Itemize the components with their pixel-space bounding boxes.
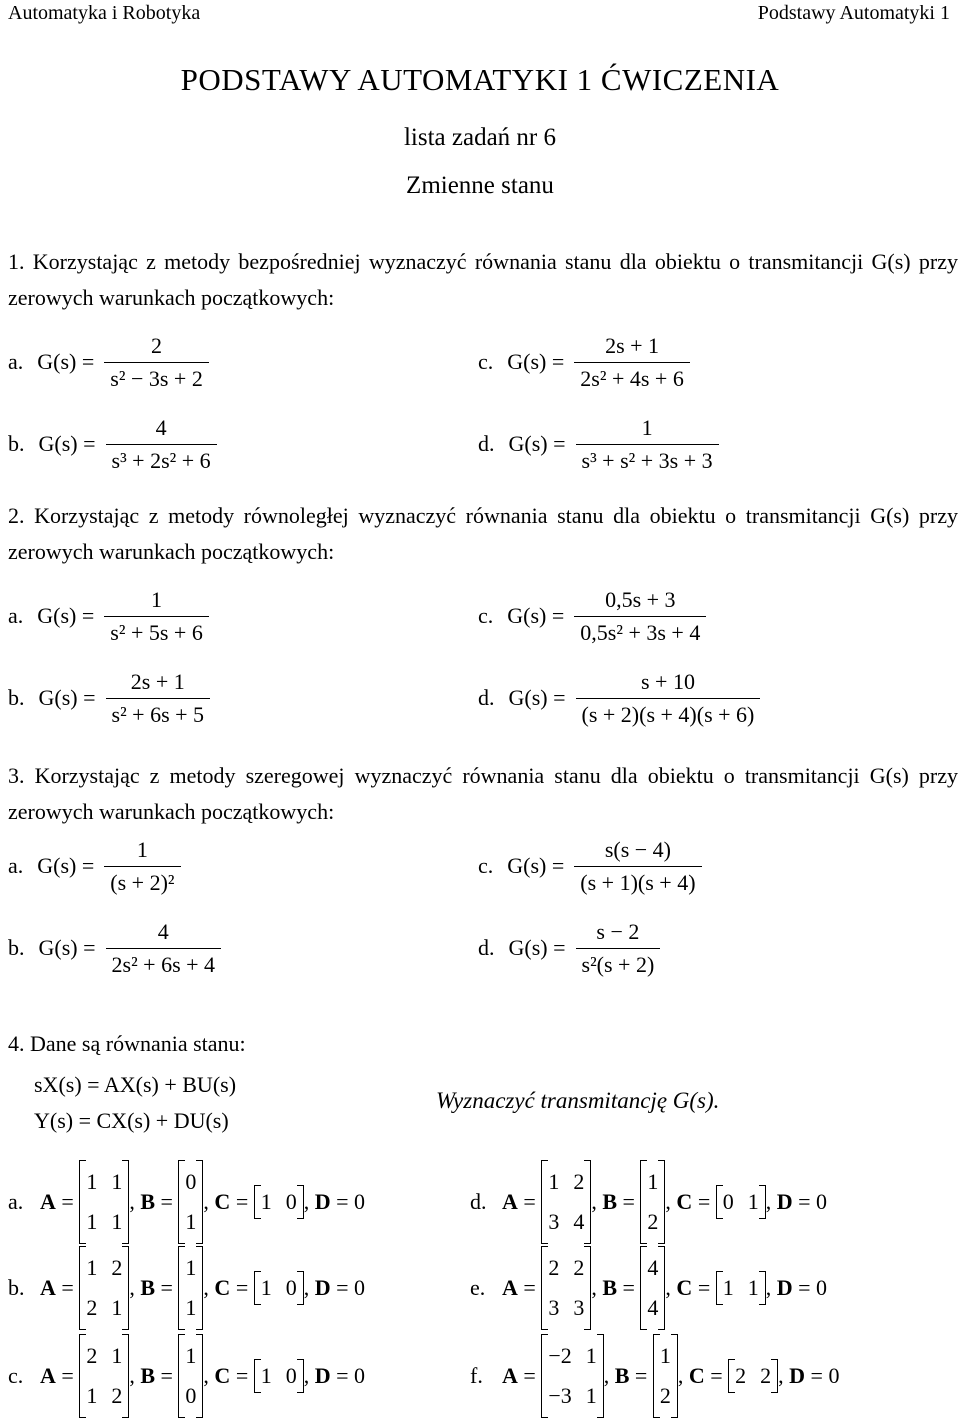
c1: 1 <box>722 1275 734 1300</box>
fraction <box>574 837 701 896</box>
fraction <box>106 669 211 728</box>
equation-1-d <box>478 404 719 484</box>
equation-2-b <box>8 658 210 738</box>
matrix-b <box>178 1160 203 1244</box>
a11: 2 <box>548 1255 560 1280</box>
b2: 1 <box>185 1295 197 1320</box>
a12: 1 <box>111 1169 123 1194</box>
a12: 1 <box>585 1343 597 1368</box>
denominator: s² − 3s + 2 <box>104 362 209 392</box>
b1: 1 <box>647 1169 659 1194</box>
denominator: s³ + 2s² + 6 <box>106 444 217 474</box>
c1: 1 <box>260 1189 272 1214</box>
numerator: 1 <box>641 414 653 440</box>
equation-3-a <box>8 826 181 906</box>
numerator: 2 <box>151 332 163 358</box>
a21: 1 <box>86 1383 98 1408</box>
equation-lhs: G(s) = <box>37 349 95 374</box>
b2: 2 <box>659 1383 671 1408</box>
matrix-case-e: e. A = 2 2 3 3 , B = 4 4 , C = 1 1 , D = 0 <box>470 1246 827 1330</box>
equation-label: a. <box>8 853 24 878</box>
a21: −3 <box>548 1383 572 1408</box>
case-label: a. <box>8 1189 24 1214</box>
matrix-c <box>254 1359 304 1393</box>
page-topic: Zmienne stanu <box>406 172 554 199</box>
equation-2-c <box>478 576 706 656</box>
denominator: 2s² + 6s + 4 <box>106 948 222 978</box>
numerator: 4 <box>157 918 169 944</box>
equation-lhs: G(s) = <box>507 603 565 628</box>
a12: 1 <box>111 1343 123 1368</box>
matrix-b <box>653 1334 678 1418</box>
equation-lhs: G(s) = <box>507 349 565 374</box>
a21: 2 <box>86 1295 98 1320</box>
equation-3-b <box>8 908 221 988</box>
c2: 1 <box>747 1275 759 1300</box>
fraction <box>574 587 706 646</box>
fraction <box>574 333 690 392</box>
numerator: 2s + 1 <box>605 332 660 358</box>
task-3-text: 3. Korzystając z metody szeregowej wyznaczyć równania stanu dla obiektu o transmitancji G(s) przy zerowych warunkach początkowych: <box>8 763 958 824</box>
equation-3-c <box>478 826 702 906</box>
c2: 1 <box>747 1189 759 1214</box>
equation-label: d. <box>478 431 495 456</box>
a21: 1 <box>86 1209 98 1234</box>
fraction <box>576 415 719 474</box>
denominator: s² + 6s + 5 <box>106 698 211 728</box>
equation-label: c. <box>478 349 494 374</box>
b2: 0 <box>185 1383 197 1408</box>
matrix-a <box>79 1334 129 1418</box>
matrix-c <box>728 1359 778 1393</box>
case-label: c. <box>8 1363 24 1388</box>
numerator: s − 2 <box>596 918 640 944</box>
b1: 0 <box>185 1169 197 1194</box>
a21: 3 <box>548 1209 560 1234</box>
matrix-b <box>178 1246 203 1330</box>
case-label: e. <box>470 1275 486 1300</box>
denominator: (s + 2)(s + 4)(s + 6) <box>576 698 761 728</box>
matrix-c <box>254 1271 304 1305</box>
equation-lhs: G(s) = <box>507 853 565 878</box>
equation-label: c. <box>478 603 494 628</box>
c1: 1 <box>260 1275 272 1300</box>
equation-1-a <box>8 322 209 402</box>
case-label: d. <box>470 1189 487 1214</box>
fraction <box>106 415 217 474</box>
header-right: Podstawy Automatyki 1 <box>757 2 950 24</box>
c2: 0 <box>285 1189 297 1214</box>
fraction <box>104 333 209 392</box>
denominator: s²(s + 2) <box>576 948 661 978</box>
numerator: 1 <box>151 586 163 612</box>
matrix-c <box>716 1271 766 1305</box>
page-title: PODSTAWY AUTOMATYKI 1 ĆWICZENIA <box>180 62 780 97</box>
a11: 1 <box>86 1169 98 1194</box>
equation-1-b <box>8 404 217 484</box>
b2: 2 <box>647 1209 659 1234</box>
a22: 3 <box>573 1295 585 1320</box>
a22: 4 <box>573 1209 585 1234</box>
fraction <box>576 669 761 728</box>
matrix-b <box>178 1334 203 1418</box>
equation-label: b. <box>8 935 25 960</box>
a12: 2 <box>111 1255 123 1280</box>
equation-lhs: G(s) = <box>37 853 95 878</box>
matrix-a <box>541 1334 603 1418</box>
numerator: 2s + 1 <box>130 668 185 694</box>
numerator: 4 <box>155 414 167 440</box>
equation-label: b. <box>8 685 25 710</box>
equation-2-a <box>8 576 209 656</box>
denominator: (s + 1)(s + 4) <box>574 866 701 896</box>
header-left: Automatyka i Robotyka <box>8 2 201 24</box>
task-4-text: 4. Dane są równania stanu: <box>8 1031 246 1056</box>
a22: 2 <box>111 1383 123 1408</box>
c2: 0 <box>285 1275 297 1300</box>
numerator: 0,5s + 3 <box>605 586 676 612</box>
equation-lhs: G(s) = <box>508 431 566 456</box>
matrix-case-d: d. A = 1 2 3 4 , B = 1 2 , C = 0 1 , D = 0 <box>470 1160 827 1244</box>
task-1-text: 1. Korzystając z metody bezpośredniej wyznaczyć równania stanu dla obiektu o transmitancji G(s) przy zerowych warunkach początkowych: <box>8 249 958 310</box>
equation-lhs: G(s) = <box>38 431 96 456</box>
denominator: 0,5s² + 3s + 4 <box>574 616 706 646</box>
matrix-case-c: c. A = 2 1 1 2 , B = 1 0 , C = 1 0 , D = 0 <box>8 1334 365 1418</box>
equation-1-c <box>478 322 690 402</box>
b2: 1 <box>185 1209 197 1234</box>
b1: 1 <box>185 1343 197 1368</box>
fraction <box>104 587 209 646</box>
matrix-b <box>640 1246 665 1330</box>
equation-lhs: G(s) = <box>38 685 96 710</box>
c1: 2 <box>735 1363 747 1388</box>
case-label: b. <box>8 1275 25 1300</box>
matrix-case-f: f. A = −2 1 −3 1 , B = 1 2 , C = 2 2 , D = 0 <box>470 1334 839 1418</box>
matrix-d: 0 <box>816 1275 828 1300</box>
matrix-a <box>541 1160 591 1244</box>
matrix-c <box>254 1185 304 1219</box>
state-equation-2: Y(s) = CX(s) + DU(s) <box>34 1108 229 1133</box>
b2: 4 <box>647 1295 659 1320</box>
equation-label: c. <box>478 853 494 878</box>
c1: 1 <box>260 1363 272 1388</box>
equation-2-d <box>478 658 760 738</box>
numerator: 1 <box>136 836 148 862</box>
denominator: s³ + s² + 3s + 3 <box>576 444 719 474</box>
fraction <box>106 919 222 978</box>
equation-label: a. <box>8 349 24 374</box>
matrix-d: 0 <box>354 1363 366 1388</box>
matrix-a <box>79 1246 129 1330</box>
numerator: s + 10 <box>640 668 695 694</box>
a11: −2 <box>548 1343 572 1368</box>
matrix-c <box>716 1185 766 1219</box>
task-4-instruction: Wyznaczyć transmitancję G(s). <box>436 1088 720 1113</box>
a22: 1 <box>585 1383 597 1408</box>
equation-3-d <box>478 908 660 988</box>
c2: 0 <box>285 1363 297 1388</box>
matrix-case-a: a. A = 1 1 1 1 , B = 0 1 , C = 1 0 , D = 0 <box>8 1160 365 1244</box>
state-equation-1: sX(s) = AX(s) + BU(s) <box>34 1072 237 1097</box>
a21: 3 <box>548 1295 560 1320</box>
matrix-d: 0 <box>354 1189 366 1214</box>
matrix-d: 0 <box>354 1275 366 1300</box>
equation-label: d. <box>478 935 495 960</box>
fraction <box>576 919 661 978</box>
a11: 2 <box>86 1343 98 1368</box>
equation-label: d. <box>478 685 495 710</box>
b1: 1 <box>185 1255 197 1280</box>
matrix-b <box>640 1160 665 1244</box>
denominator: (s + 2)² <box>104 866 180 896</box>
equation-lhs: G(s) = <box>37 603 95 628</box>
a11: 1 <box>548 1169 560 1194</box>
equation-lhs: G(s) = <box>508 685 566 710</box>
denominator: s² + 5s + 6 <box>104 616 209 646</box>
a12: 2 <box>573 1169 585 1194</box>
matrix-case-b: b. A = 1 2 2 1 , B = 1 1 , C = 1 0 , D = 0 <box>8 1246 365 1330</box>
fraction <box>104 837 180 896</box>
a11: 1 <box>86 1255 98 1280</box>
matrix-d: 0 <box>816 1189 828 1214</box>
b1: 4 <box>647 1255 659 1280</box>
matrix-d: 0 <box>828 1363 840 1388</box>
numerator: s(s − 4) <box>604 836 671 862</box>
matrix-a <box>79 1160 129 1244</box>
task-2-text: 2. Korzystając z metody równoległej wyznaczyć równania stanu dla obiektu o transmitancji G(s) przy zerowych warunkach początkowych: <box>8 503 958 564</box>
c2: 2 <box>760 1363 772 1388</box>
equation-lhs: G(s) = <box>38 935 96 960</box>
case-label: f. <box>470 1363 483 1388</box>
a22: 1 <box>111 1295 123 1320</box>
a22: 1 <box>111 1209 123 1234</box>
a12: 2 <box>573 1255 585 1280</box>
equation-label: b. <box>8 431 25 456</box>
b1: 1 <box>659 1343 671 1368</box>
denominator: 2s² + 4s + 6 <box>574 362 690 392</box>
page-subtitle: lista zadań nr 6 <box>403 124 557 151</box>
equation-label: a. <box>8 603 24 628</box>
matrix-a <box>541 1246 591 1330</box>
c1: 0 <box>722 1189 734 1214</box>
equation-lhs: G(s) = <box>508 935 566 960</box>
